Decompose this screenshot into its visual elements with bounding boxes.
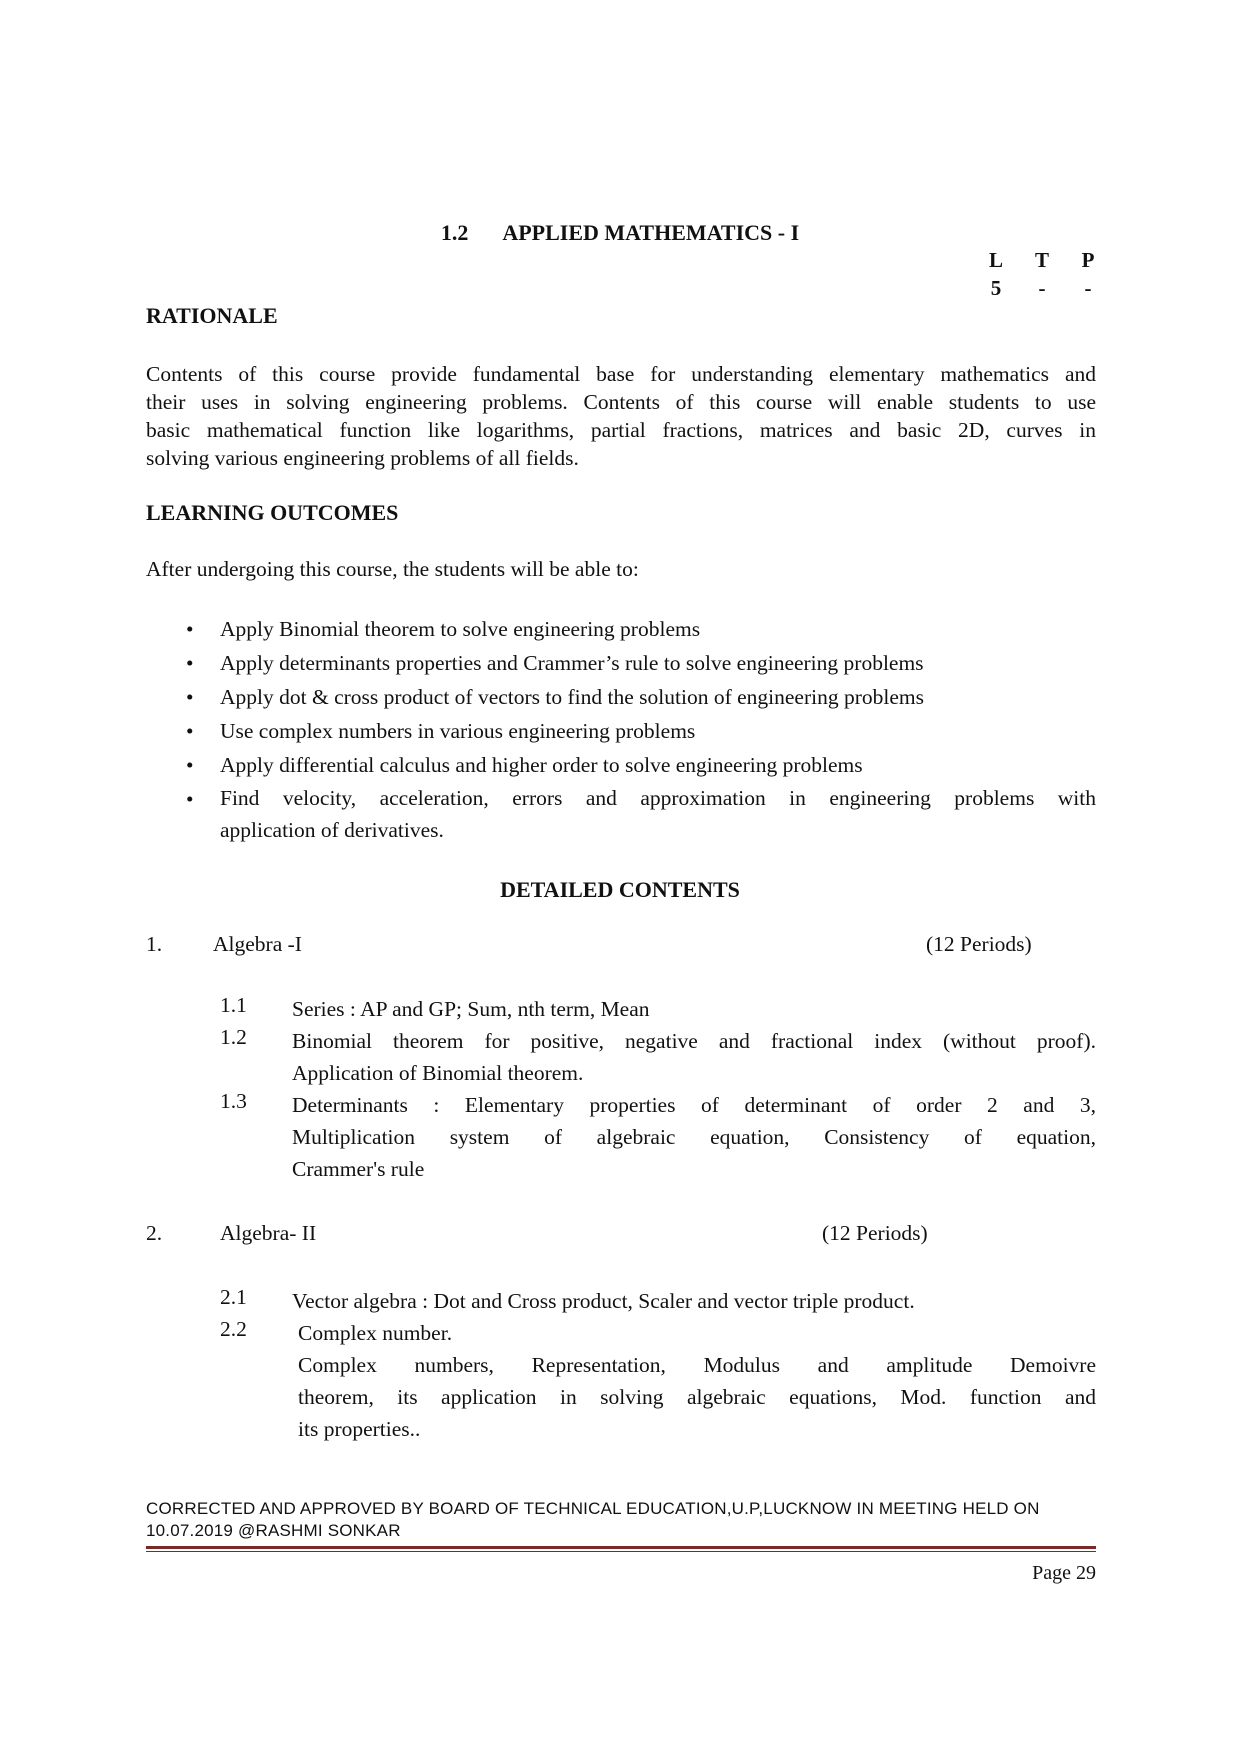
rationale-line: Contents of this course provide fundamental base for understanding elementary mathematics and: [146, 362, 1096, 386]
learning-outcomes-list: [146, 612, 1096, 846]
ltp-headers: [980, 248, 1104, 273]
footer-approval-line-1: CORRECTED AND APPROVED BY BOARD OF TECHNICAL EDUCATION,U.P,LUCKNOW IN MEETING HELD ON: [146, 1499, 1040, 1518]
bullet-icon: •: [186, 685, 194, 709]
rationale-line: basic mathematical function like logarithms, partial fractions, matrices and basic 2D, curves in: [146, 418, 1096, 442]
footer-approval-line-2: 10.07.2019 @RASHMI SONKAR: [146, 1521, 401, 1540]
bullet-icon: •: [186, 787, 194, 811]
unit-1-number: 1.: [146, 932, 163, 956]
list-item: [146, 612, 1096, 646]
outcome-text: Use complex numbers in various engineering problems: [220, 719, 696, 743]
ltp-values: [980, 276, 1104, 301]
topic-line: theorem, its application in solving algebraic equations, Mod. function and: [298, 1385, 1096, 1409]
outcome-text: Find velocity, acceleration, errors and approximation in engineering problems with: [220, 786, 1096, 810]
topic-line: its properties..: [298, 1417, 421, 1441]
ltp-value-p: -: [1084, 276, 1092, 300]
list-item: [146, 748, 1096, 782]
list-item: [146, 714, 1096, 748]
footer-rule-thick: [146, 1546, 1096, 1549]
footer-rule: [146, 1546, 1096, 1552]
topic-line: Determinants : Elementary properties of determinant of order 2 and 3,: [292, 1093, 1096, 1117]
learning-outcomes-intro: After undergoing this course, the students will be able to:: [146, 557, 639, 581]
list-item: [146, 680, 1096, 714]
list-item: [146, 782, 1096, 846]
topic-line: Complex numbers, Representation, Modulus and amplitude Demoivre: [298, 1353, 1096, 1377]
outcome-text: Apply differential calculus and higher order to solve engineering problems: [220, 753, 863, 777]
ltp-header-l: L: [988, 248, 1003, 272]
bullet-icon: •: [186, 651, 194, 675]
ltp-value-t: -: [1038, 276, 1046, 300]
topic-line: Multiplication system of algebraic equation, Consistency of equation,: [292, 1125, 1096, 1149]
bullet-icon: •: [186, 617, 194, 641]
rationale-paragraph: [146, 360, 1096, 472]
topic-line: Series : AP and GP; Sum, nth term, Mean: [292, 997, 650, 1021]
unit-2-title: Algebra- II: [220, 1221, 317, 1245]
ltp-header-t: T: [1034, 248, 1049, 272]
unit-2-periods: (12 Periods): [822, 1221, 928, 1245]
topic-line: Crammer's rule: [292, 1157, 425, 1181]
topic-line: Vector algebra : Dot and Cross product, Scaler and vector triple product.: [292, 1289, 915, 1313]
outcome-text: Apply dot & cross product of vectors to find the solution of engineering problems: [220, 685, 924, 709]
learning-outcomes-heading: LEARNING OUTCOMES: [146, 500, 399, 525]
list-item: [146, 646, 1096, 680]
bullet-icon: •: [186, 719, 194, 743]
course-title: [0, 220, 1240, 246]
outcome-text: Apply determinants properties and Crammer’s rule to solve engineering problems: [220, 651, 924, 675]
bullet-icon: •: [186, 753, 194, 777]
course-title-text: APPLIED MATHEMATICS - I: [502, 220, 800, 245]
topic-number: 2.1: [220, 1285, 247, 1309]
outcome-text: Apply Binomial theorem to solve engineering problems: [220, 617, 701, 641]
unit-1-periods: (12 Periods): [926, 932, 1032, 956]
topic-line: Binomial theorem for positive, negative and fractional index (without proof).: [292, 1029, 1096, 1053]
detailed-contents-heading: DETAILED CONTENTS: [500, 877, 740, 902]
topic-line: Complex number.: [298, 1321, 453, 1345]
unit-1-title: Algebra -I: [213, 932, 302, 956]
page-number: Page 29: [1032, 1562, 1096, 1584]
topic-number: 2.2: [220, 1317, 247, 1341]
topic-number: 1.3: [220, 1089, 247, 1113]
rationale-heading: RATIONALE: [146, 303, 278, 328]
ltp-value-l: 5: [990, 276, 1002, 300]
ltp-header-p: P: [1081, 248, 1095, 272]
rationale-line: solving various engineering problems of all fields.: [146, 446, 579, 470]
rationale-line: their uses in solving engineering problems. Contents of this course will enable students to use: [146, 390, 1096, 414]
course-number: 1.2: [440, 220, 469, 245]
outcome-text: application of derivatives.: [220, 818, 444, 842]
topic-number: 1.2: [220, 1025, 247, 1049]
footer-rule-thin: [146, 1551, 1096, 1552]
topic-line: Application of Binomial theorem.: [292, 1061, 584, 1085]
topic-number: 1.1: [220, 993, 247, 1017]
unit-2-number: 2.: [146, 1221, 163, 1245]
